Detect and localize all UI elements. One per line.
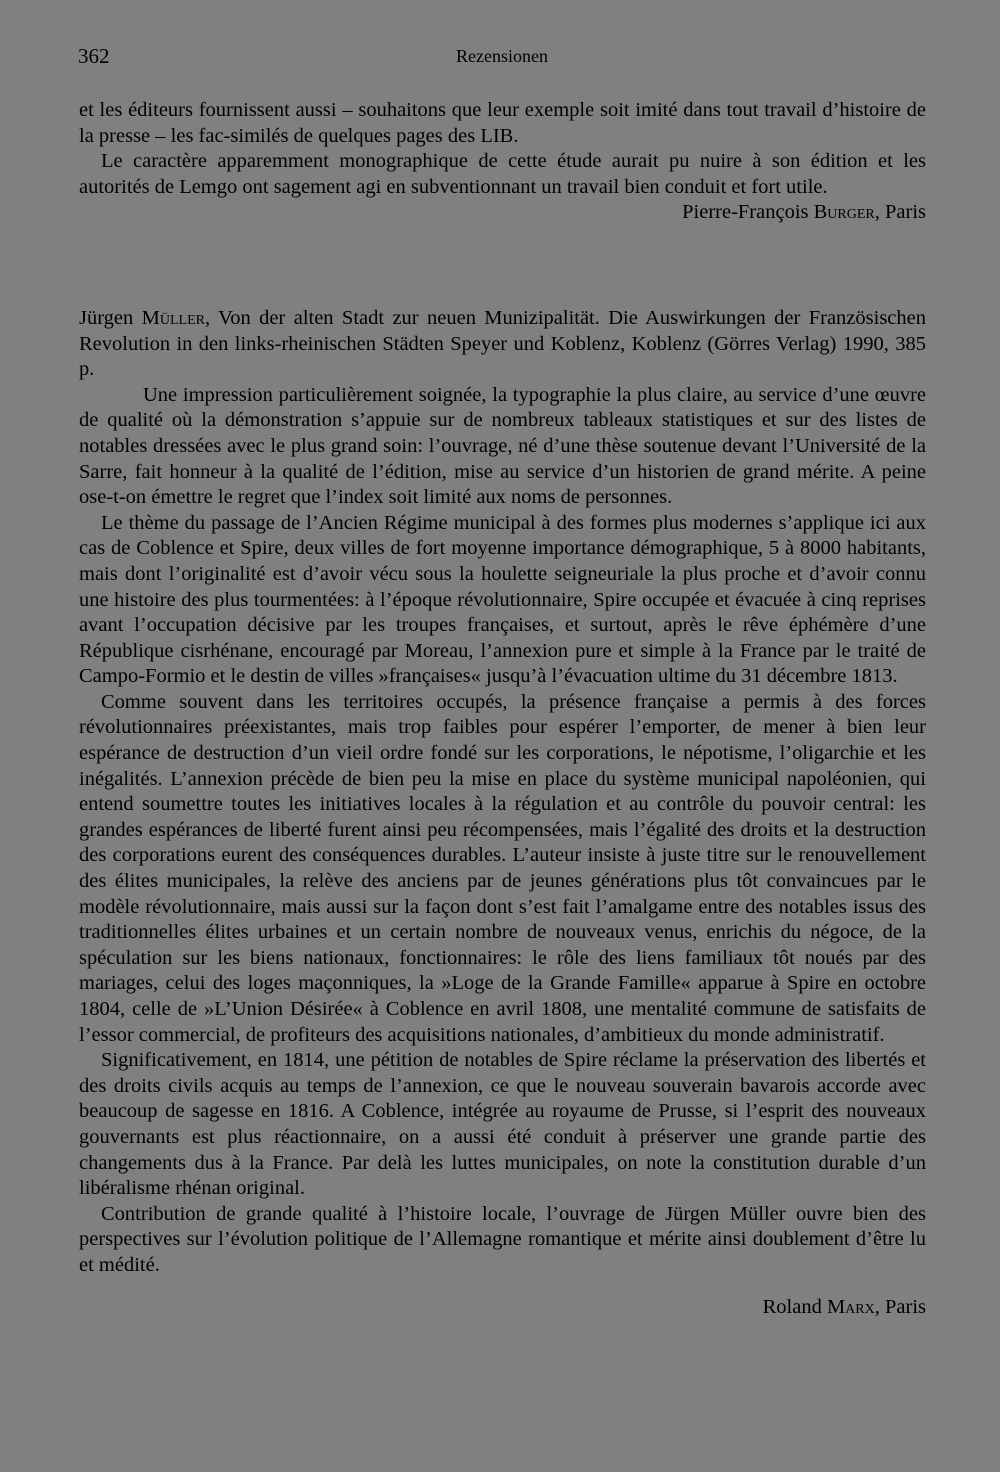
review2-signature: [79, 1295, 926, 1321]
review-2: [79, 306, 926, 1320]
review2-paragraph-1: Une impression particulièrement soignée, la typographie la plus claire, au service d’une œuvre de qualité où la démonstration s’appuie sur de nombreux tableaux statistiques et sur des listes de notables dressées avec le plus grand soin: l’ouvrage, né d’une thèse soutenue devant l’Université de la Sarre, fait honneur à la qualité de l’édition, mise au service d’un historien de grand mérite. A peine ose-t-on émettre le regret que l’index soit limité aux noms de personnes.: [79, 383, 926, 509]
review2-paragraph-2: Le thème du passage de l’Ancien Régime municipal à des formes plus modernes s’applique ici aux cas de Coblence et Spire, deux villes de fort moyenne importance démographique, 5 à 8000 habitants, mais dont l’originalité est d’avoir vécu sous la houlette seigneuriale la plus proche et d’avoir connu une histoire des plus tourmentées: à l’époque révolutionnaire, Spire occupée et évacuée à cinq reprises avant l’occupation décisive par les troupes françaises, et surtout, après le rêve éphémère d’une République cisrhénane, encouragé par Moreau, l’annexion pure et simple à la France par le traité de Campo-Formio et le destin de villes »françaises« jusqu’à l’évacuation ultime du 31 décembre 1813.: [79, 511, 926, 688]
review1-paragraph-1: et les éditeurs fournissent aussi – souhaitons que leur exemple soit imité dans tout travail d’histoire de la presse – les fac-similés de quelques pages des LIB.: [79, 99, 926, 147]
review2-author-surname: Müller: [141, 306, 206, 329]
page-header: [78, 44, 926, 74]
review1-signature-place: , Paris: [874, 201, 926, 224]
review1-signature: [79, 200, 926, 226]
review2-bibliographic-reference: [79, 306, 926, 383]
review1-signature-first: Pierre-François: [682, 201, 809, 224]
review2-signature-first: Roland: [762, 1295, 822, 1318]
review2-paragraph-5: Contribution de grande qualité à l’histoire locale, l’ouvrage de Jürgen Müller ouvre bien des perspectives sur l’évolution politique de l’Allemagne romantique et mérite ainsi doublement d’être lu et médité.: [79, 1202, 926, 1276]
page-body: [79, 98, 926, 1320]
review2-signature-surname: Marx: [826, 1295, 875, 1318]
page-number: 362: [78, 44, 110, 68]
review2-signature-place: , Paris: [874, 1295, 926, 1318]
review2-paragraph-3: Comme souvent dans les territoires occupés, la présence française a permis à des forces révolutionnaires préexistantes, mais trop faibles pour espérer l’emporter, de mener à bien leur espérance de destruction d’un vieil ordre fondé sur les corporations, le népotisme, l’oligarchie et les inégalités. L’annexion précède de bien peu la mise en place du système municipal napoléonien, qui entend soumettre toutes les initiatives locales à la régulation et au contrôle du pouvoir central: les grandes espérances de liberté furent ainsi peu récompensées, mais l’égalité des droits et la destruction des corporations eurent des conséquences durables. L’auteur insiste à juste titre sur le renouvellement des élites municipales, la relève des anciens par de jeunes générations plus tôt convaincues par le modèle révolutionnaire, mais aussi sur la façon dont s’est fait l’amalgame entre des notables issus des traditionnelles élites urbaines et un certain nombre de nouveaux venus, enrichis du négoce, de la spéculation sur les biens nationaux, fonctionnaires: le rôle des liens familiaux tôt noués par des mariages, celui des loges maçonniques, la »Loge de la Grande Famille« apparue à Spire en octobre 1804, celle de »L’Union Désirée« à Coblence en avril 1808, une mentalité commune de satisfaits de l’essor commercial, de profiteurs des acquisitions nationales, d’ambitieux du monde administratif.: [79, 690, 926, 1046]
review-1: [79, 98, 926, 226]
running-title: Rezensionen: [456, 46, 548, 66]
review2-reference-rest: , Von der alten Stadt zur neuen Munizipalität. Die Auswirkungen der Französischen Revolution in den links-rheinischen Städten Speyer und Koblenz, Koblenz (Görres Verlag) 1990, 385 p.: [79, 306, 926, 381]
review1-signature-surname: Burger: [813, 201, 875, 224]
review1-paragraph-2: Le caractère apparemment monographique de cette étude aurait pu nuire à son édition et les autorités de Lemgo ont sagement agi en subventionnant un travail bien conduit et fort utile.: [79, 150, 926, 198]
review2-paragraph-4: Significativement, en 1814, une pétition de notables de Spire réclame la préservation des libertés et des droits civils acquis au temps de l’annexion, ce que le nouveau souverain bavarois accorde avec beaucoup de sagesse en 1816. A Coblence, intégrée au royaume de Prusse, si l’esprit des nouveaux gouvernants est plus réactionnaire, on a aussi été conduit à préserver une grande partie des changements dus à la France. Par delà les luttes municipales, on note la constitution durable d’un libéralisme rhénan original.: [79, 1049, 926, 1200]
review2-author-first: Jürgen: [79, 306, 134, 329]
